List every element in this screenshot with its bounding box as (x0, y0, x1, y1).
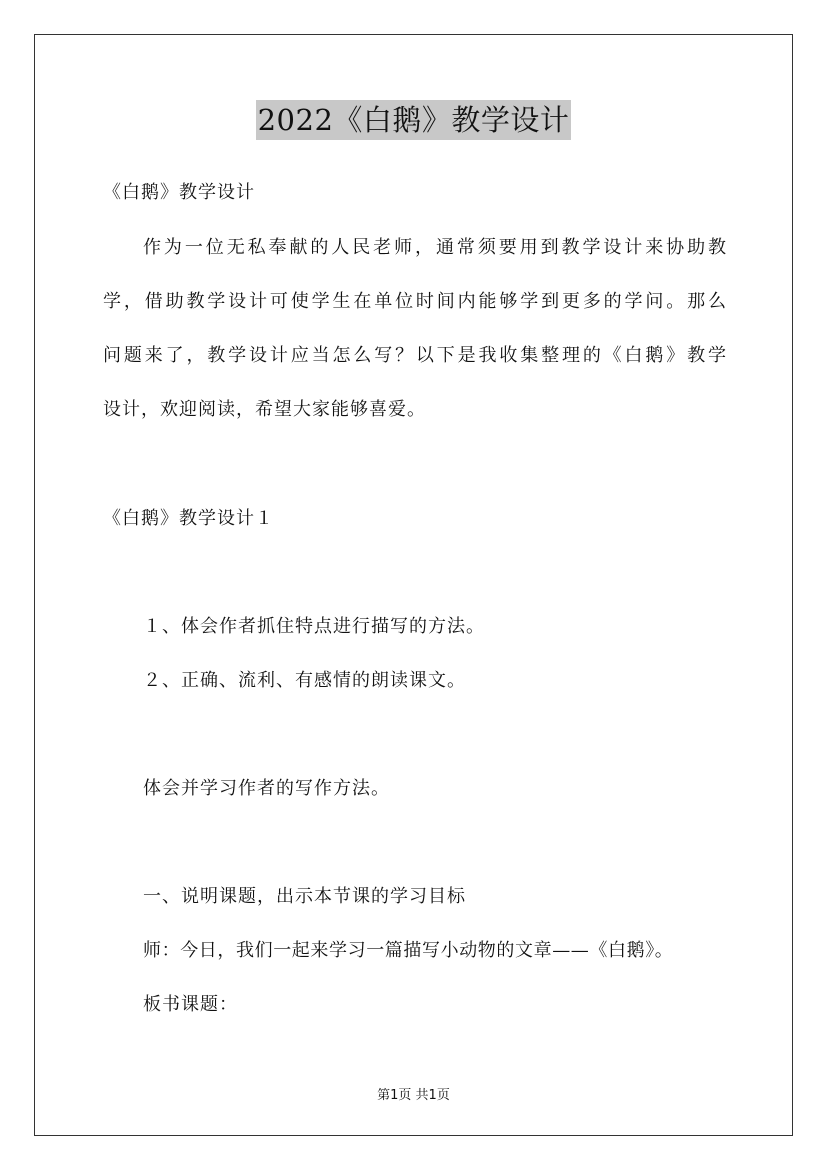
title-wrap (0, 100, 827, 140)
intro-line-1: 作为一位无私奉献的人民老师，通常须要用到教学设计来协助教 (143, 237, 726, 258)
key-point: 体会并学习作者的写作方法。 (143, 778, 390, 799)
page-footer: 第1页 共1页 (377, 1088, 450, 1103)
board-line: 板书课题： (143, 994, 238, 1015)
section-heading: 《白鹅》教学设计１ (103, 508, 274, 529)
document-title: 2022《白鹅》教学设计 (256, 100, 572, 140)
intro-line-2: 学，借助教学设计可使学生在单位时间内能够学到更多的学问。那么 (103, 291, 726, 312)
intro-line-4: 设计，欢迎阅读，希望大家能够喜爱。 (103, 399, 426, 420)
objective-1: １、体会作者抓住特点进行描写的方法。 (143, 616, 485, 637)
objective-2: ２、正确、流利、有感情的朗读课文。 (143, 670, 466, 691)
document-subtitle: 《白鹅》教学设计 (103, 182, 255, 203)
intro-line-3: 问题来了，教学设计应当怎么写？以下是我收集整理的《白鹅》教学 (103, 345, 726, 366)
step-one: 一、说明课题，出示本节课的学习目标 (143, 886, 466, 907)
teacher-line: 师：今日，我们一起来学习一篇描写小动物的文章——《白鹅》。 (143, 940, 674, 961)
